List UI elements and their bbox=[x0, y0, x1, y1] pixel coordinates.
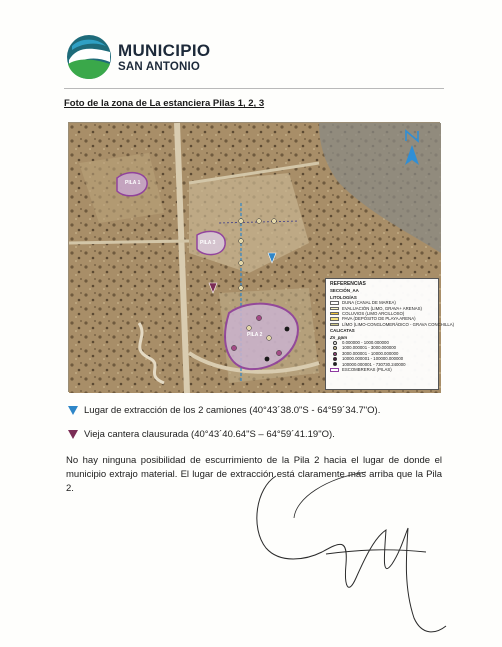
pila-3-label: PILA 3 bbox=[200, 240, 216, 246]
legend-calicata-label: 100000.000001 - 730730.240000 bbox=[342, 361, 406, 367]
legend-calicata-label: 1000.000001 - 3000.000000 bbox=[342, 345, 397, 351]
legend-section: SECCIÓN_AA bbox=[330, 288, 359, 294]
legend-calicatas-heading: CALICATAS bbox=[330, 328, 355, 334]
legend-litologia-swatch bbox=[330, 301, 339, 305]
pila-1-label: PILA 1 bbox=[125, 180, 141, 186]
satellite-map bbox=[68, 122, 455, 392]
legend-litologia-label: LÍMO (LIMO-CONGLOMERÁDICO - GRAVA CONCHILLA) bbox=[342, 321, 455, 327]
legend-litologia-swatch bbox=[330, 312, 339, 316]
legend-calicata-label: 3000.000001 - 10000.000000 bbox=[342, 350, 399, 356]
legend-litologia-swatch bbox=[330, 307, 339, 311]
legend-litologia-swatch bbox=[330, 317, 339, 321]
municipio-logo-icon bbox=[66, 34, 112, 80]
legend-calicata-dot bbox=[333, 362, 337, 366]
blue-triangle-marker-icon bbox=[68, 406, 78, 415]
legend-polygon-label: ESCOMBRERAS (PILAS) bbox=[342, 367, 392, 373]
caption-old-quarry-text: Vieja cantera clausurada (40°43´40.64"S – 64°59´41.19"O). bbox=[84, 429, 335, 440]
brand-line-san-antonio: SAN ANTONIO bbox=[118, 61, 201, 73]
legend-title: REFERENCIAS bbox=[330, 281, 366, 287]
legend-litologia-label: PAVA (DEPÓSITO DE PLAYA ARENA) bbox=[342, 316, 416, 322]
legend-litologia-label: DUNA (CANAL DE MAREA) bbox=[342, 300, 396, 306]
legend-litologia-swatch bbox=[330, 323, 339, 327]
legend-calicata-label: 0.000000 - 1000.000000 bbox=[342, 340, 389, 346]
pila-2-label: PILA 2 bbox=[247, 332, 263, 338]
brand-line-municipio: MUNICIPIO bbox=[118, 41, 211, 60]
caption-extraction bbox=[68, 405, 380, 416]
caption-extraction-text: Lugar de extracción de los 2 camiones (40°43´38.0"S - 64°59´34.7"O). bbox=[84, 405, 381, 416]
legend-litologia-label: EVALUACIÓN (LIMO, GRAVA+ ARENAS) bbox=[342, 305, 422, 311]
legend-litologia-label: COLUVIOS (LIMO ARCILLOSO) bbox=[342, 311, 405, 317]
legend-calicata-dot bbox=[333, 352, 337, 356]
legend-polygon-swatch bbox=[330, 368, 339, 372]
legend-polygon-row bbox=[330, 367, 434, 372]
header-divider bbox=[64, 88, 444, 89]
legend-calicatas-sub: Zn_ppm bbox=[330, 334, 348, 340]
legend-litologia-heading: LITOLOGÍAS bbox=[330, 294, 357, 300]
handwritten-signature bbox=[236, 468, 456, 638]
caption-old-quarry bbox=[68, 429, 335, 440]
legend-calicata-dot bbox=[333, 357, 337, 361]
purple-triangle-marker-icon bbox=[68, 430, 78, 439]
map-legend bbox=[325, 278, 455, 390]
legend-litologia-row bbox=[330, 321, 455, 327]
legend-calicata-label: 10000.000001 - 100000.000000 bbox=[342, 356, 404, 362]
photo-title: Foto de la zona de La estanciera Pilas 1, 2, 3 bbox=[64, 98, 265, 109]
legend-calicata-dot bbox=[333, 346, 337, 350]
legend-calicata-dot bbox=[333, 341, 337, 345]
brand-name bbox=[118, 42, 210, 74]
body-paragraph: No hay ninguna posibilidad de escurrimiento de la Pila 2 hacia el lugar de donde el municipio extrajo material. El lugar de extracción está claramente más arriba que la Pila 2. bbox=[66, 455, 442, 494]
